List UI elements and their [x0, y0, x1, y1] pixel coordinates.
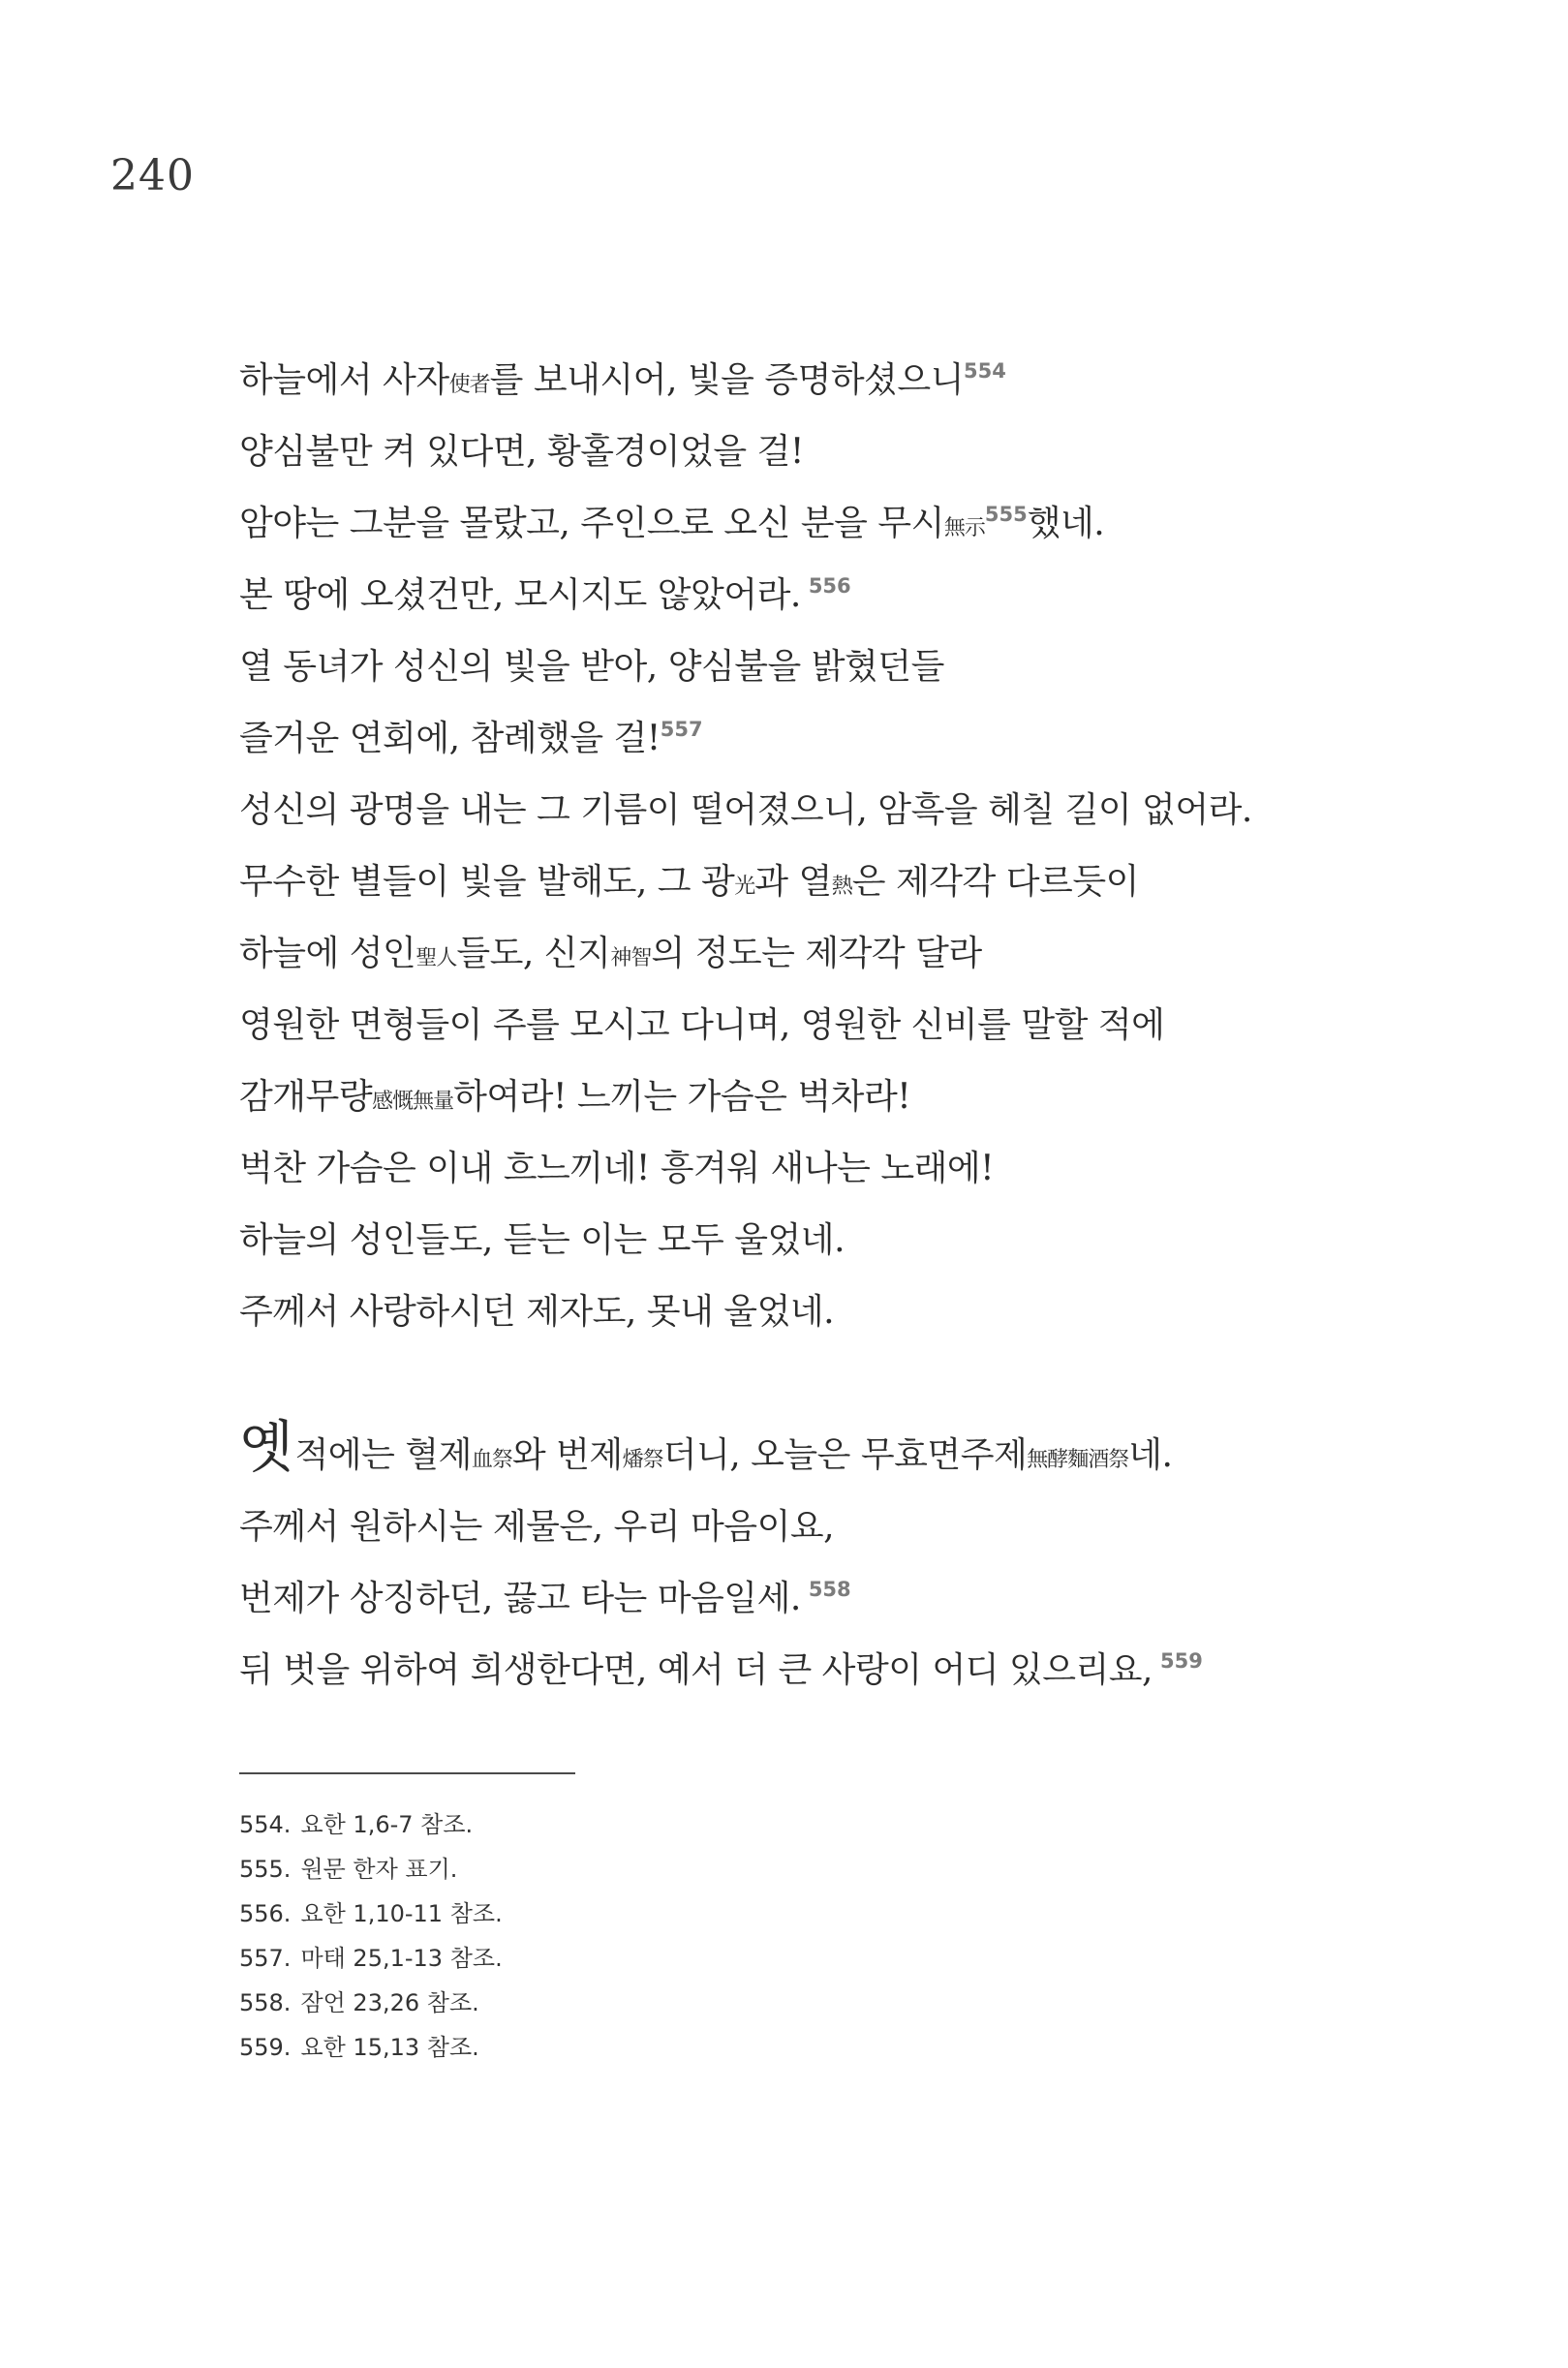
verse-line [239, 990, 1518, 1061]
footnote-marker: 558 [808, 1578, 851, 1601]
verse-line [239, 1635, 1518, 1707]
verse-text: 본 땅에 오셨건만, 모시지도 않았어라. [239, 575, 801, 615]
page-number: 240 [110, 151, 195, 200]
footnote-text: 마태 25,1-13 참조. [300, 1945, 503, 1972]
footnote-number: 556. [239, 1900, 292, 1927]
footnote-text: 원문 한자 표기. [300, 1856, 458, 1883]
stanza-2 [239, 1414, 1518, 1707]
hanja-gloss: 血祭 [471, 1448, 512, 1472]
footnote-text: 잠언 23,26 참조. [300, 1989, 479, 2016]
footnote-marker: 555 [984, 503, 1028, 526]
footnote-item [239, 1891, 503, 1936]
verse-line [239, 488, 1518, 560]
verse-text: 성신의 광명을 내는 그 기름이 떨어졌으니, 암흑을 헤칠 길이 없어라. [239, 790, 1252, 830]
verse-text: 영원한 면형들이 주를 모시고 다니며, 영원한 신비를 말할 적에 [239, 1005, 1165, 1045]
verse-text: 과 열 [754, 862, 832, 902]
verse-text: 와 번제 [511, 1435, 623, 1475]
verse-text: 하늘에 성인 [239, 934, 416, 973]
verse-text: 주께서 사랑하시던 제자도, 못내 울었네. [239, 1292, 835, 1332]
verse-line [239, 560, 1518, 631]
hanja-gloss: 燔祭 [622, 1448, 663, 1472]
verse-line [239, 1414, 1518, 1492]
footnote-number: 555. [239, 1856, 292, 1883]
hanja-gloss: 無酵麵酒祭 [1027, 1448, 1129, 1472]
verse-line [239, 631, 1518, 703]
hanja-gloss: 使者 [448, 373, 490, 397]
footnote-number: 557. [239, 1945, 292, 1972]
footnote-item [239, 2025, 503, 2070]
verse-text: 하여라! 느끼는 가슴은 벅차라! [453, 1077, 911, 1117]
footnote-marker: 556 [808, 574, 851, 598]
poem [239, 345, 1518, 1707]
verse-line [239, 1133, 1518, 1205]
verse-line [239, 918, 1518, 990]
verse-text: 적에는 혈제 [294, 1435, 472, 1475]
verse-text: 뒤 벗을 위하여 희생한다면, 예서 더 큰 사랑이 어디 있으리요, [239, 1650, 1153, 1690]
verse-line [239, 775, 1518, 846]
footnote-separator [239, 1772, 575, 1774]
footnotes [239, 1802, 503, 2070]
footnote-item [239, 1981, 503, 2025]
verse-text: 주께서 원하시는 제물은, 우리 마음이요, [239, 1507, 835, 1547]
hanja-gloss: 光 [734, 875, 755, 899]
verse-text: 하늘의 성인들도, 듣는 이는 모두 울었네. [239, 1220, 845, 1260]
hanja-gloss: 神智 [610, 946, 652, 970]
footnote-item [239, 1936, 503, 1981]
footnote-number: 559. [239, 2034, 292, 2061]
verse-text: 의 정도는 제각각 달라 [651, 934, 982, 973]
hanja-gloss: 感慨無量 [372, 1090, 454, 1114]
footnote-item [239, 1847, 503, 1891]
verse-line [239, 1492, 1518, 1563]
verse-text: 감개무량 [239, 1077, 373, 1117]
verse-line [239, 1061, 1518, 1133]
verse-line [239, 1276, 1518, 1348]
verse-text: 벅찬 가슴은 이내 흐느끼네! 흥겨워 새나는 노래에! [239, 1149, 995, 1188]
verse-text: 번제가 상징하던, 끓고 타는 마음일세. [239, 1579, 801, 1618]
footnote-marker: 559 [1160, 1649, 1203, 1673]
verse-text: 를 보내시어, 빛을 증명하셨으니 [489, 360, 964, 400]
verse-text: 더니, 오늘은 무효면주제 [662, 1435, 1028, 1475]
footnote-number: 554. [239, 1811, 292, 1838]
verse-text: 무수한 별들이 빛을 발해도, 그 광 [239, 862, 735, 902]
footnote-text: 요한 1,6-7 참조. [300, 1811, 474, 1838]
verse-text: 네. [1128, 1435, 1173, 1475]
hanja-gloss: 無示 [943, 516, 985, 540]
hanja-gloss: 聖人 [415, 946, 457, 970]
verse-text: 양심불만 켜 있다면, 황홀경이었을 걸! [239, 432, 804, 472]
verse-line [239, 416, 1518, 488]
verse-text: 암야는 그분을 몰랐고, 주인으로 오신 분을 무시 [239, 504, 944, 543]
verse-line [239, 1205, 1518, 1276]
hanja-gloss: 熱 [831, 875, 852, 899]
verse-text: 열 동녀가 성신의 빛을 받아, 양심불을 밝혔던들 [239, 647, 944, 687]
verse-line [239, 846, 1518, 918]
footnote-number: 558. [239, 1989, 292, 2016]
stanza-1 [239, 345, 1518, 1348]
verse-text: 즐거운 연회에, 참례했을 걸! [239, 719, 661, 758]
verse-text: 하늘에서 사자 [239, 360, 449, 400]
footnote-marker: 557 [660, 718, 703, 741]
footnote-marker: 554 [964, 359, 1006, 383]
verse-line [239, 345, 1518, 416]
verse-line [239, 1563, 1518, 1635]
footnote-text: 요한 1,10-11 참조. [300, 1900, 503, 1927]
footnote-item [239, 1802, 503, 1847]
footnote-text: 요한 15,13 참조. [300, 2034, 479, 2061]
verse-text: 은 제각각 다르듯이 [851, 862, 1139, 902]
verse-text: 했네. [1027, 504, 1105, 543]
verse-line [239, 703, 1518, 775]
verse-text: 들도, 신지 [456, 934, 611, 973]
initial-letter: 옛 [239, 1414, 293, 1480]
